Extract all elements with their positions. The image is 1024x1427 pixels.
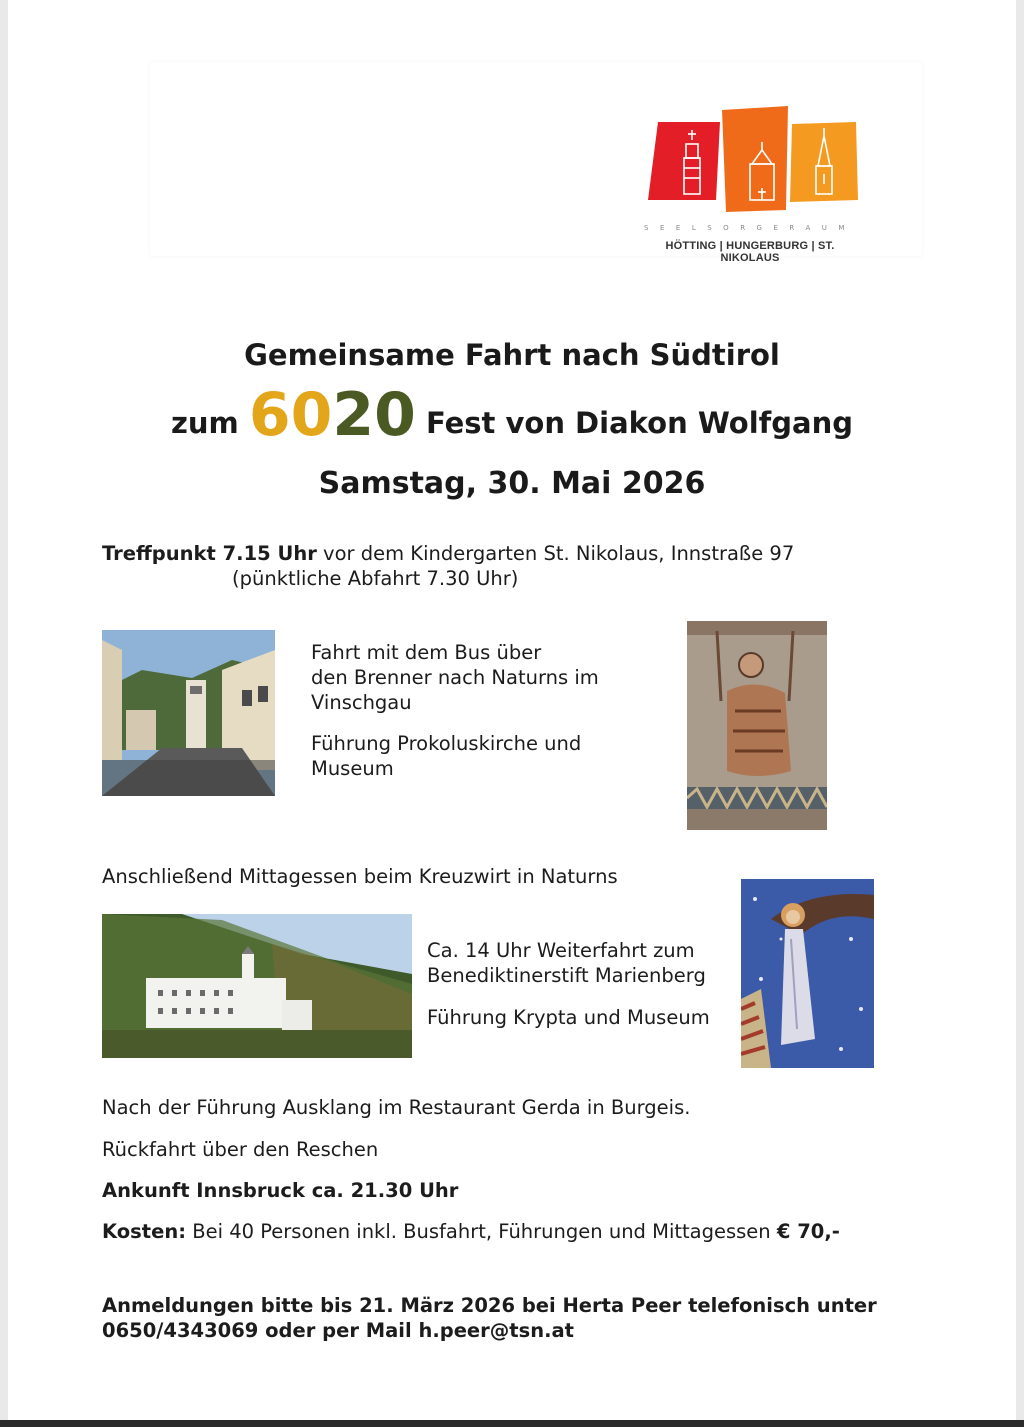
costs-details: Bei 40 Personen inkl. Busfahrt, Führungen und Mittagessen [186, 1220, 777, 1243]
marienberg-abbey-photo [102, 914, 412, 1058]
title-fest: Fest von Diakon Wolfgang [425, 406, 853, 440]
crypt-tour: Führung Krypta und Museum [427, 1006, 710, 1029]
parish-logo-icon [640, 104, 860, 216]
title-line1: Gemeinsame Fahrt nach Südtirol [244, 338, 780, 372]
meeting-text: vor dem Kindergarten St. Nikolaus, Innstraße 97 [316, 542, 795, 565]
number-60: 60 [248, 380, 333, 450]
registration-line2: 0650/4343069 oder per Mail h.peer@tsn.at [102, 1319, 574, 1342]
costs-price: € 70,- [776, 1220, 840, 1243]
afternoon-line2: Benediktinerstift Marienberg [427, 964, 706, 987]
registration-line1: Anmeldungen bitte bis 21. März 2026 bei Herta Peer telefonisch unter [102, 1294, 877, 1317]
lunch-text: Anschließend Mittagessen beim Kreuzwirt in Naturns [102, 865, 618, 888]
costs-label: Kosten: [102, 1220, 186, 1243]
trip-line3: Vinschgau [311, 691, 412, 714]
title-line2 [0, 380, 1024, 450]
logo-places: HÖTTING | HUNGERBURG | ST. NIKOLAUS [665, 240, 835, 264]
number-20: 20 [332, 380, 416, 450]
village-street-photo [102, 630, 275, 796]
tour-line1: Führung Prokoluskirche und [311, 732, 582, 755]
event-date: Samstag, 30. Mai 2026 [318, 466, 706, 501]
trip-line2: den Brenner nach Naturns im [311, 666, 599, 689]
fresco-photo [687, 621, 827, 830]
tour-line2: Museum [311, 757, 394, 780]
arrival-text: Ankunft Innsbruck ca. 21.30 Uhr [102, 1179, 459, 1202]
crypt-angel-fresco-photo [741, 879, 874, 1068]
costs-text [102, 1219, 840, 1244]
bottom-edge [0, 1420, 1024, 1427]
trip-line1: Fahrt mit dem Bus über [311, 641, 542, 664]
afternoon-line1: Ca. 14 Uhr Weiterfahrt zum [427, 939, 695, 962]
meeting-point [102, 541, 794, 566]
departure-note: (pünktliche Abfahrt 7.30 Uhr) [232, 567, 519, 590]
logo-subtitle: SEELSORGERAUM [644, 224, 856, 232]
title-zum: zum [171, 406, 239, 440]
evening-text: Nach der Führung Ausklang im Restaurant Gerda in Burgeis. [102, 1096, 691, 1119]
meeting-label: Treffpunkt 7.15 Uhr [102, 542, 317, 565]
return-text: Rückfahrt über den Reschen [102, 1138, 379, 1161]
